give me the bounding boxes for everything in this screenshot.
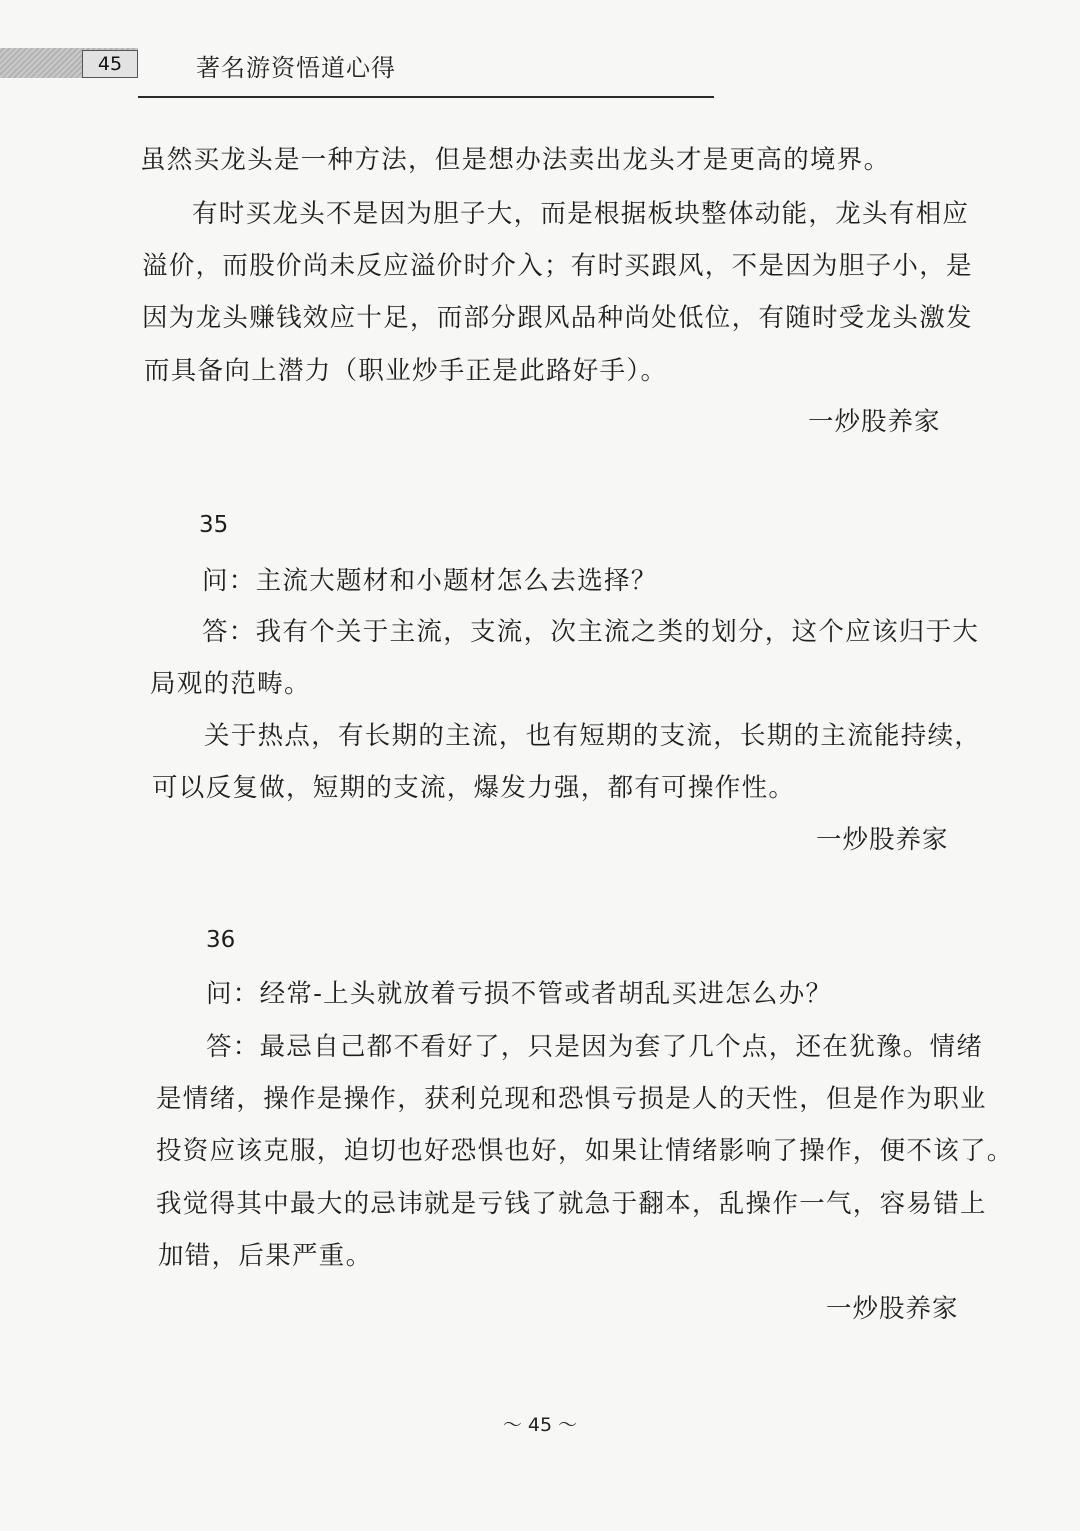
answer-text: 答：最忌自己都不看好了，只是因为套了几个点，还在犹豫。情绪	[206, 1032, 984, 1062]
text-line: 而具备向上潜力（职业炒手正是此路好手）。	[144, 356, 668, 386]
answer-text: 加错，后果严重。	[158, 1241, 373, 1271]
footer-page-number: ～ 45 ～	[502, 1414, 578, 1436]
answer-text: 关于热点，有长期的主流，也有短期的支流，长期的主流能持续，	[204, 721, 982, 751]
header-page-number: 45	[82, 50, 138, 78]
question-number: 36	[206, 927, 236, 953]
question-number: 35	[199, 512, 229, 538]
answer-text: 可以反复做，短期的支流，爆发力强，都有可操作性。	[152, 773, 796, 803]
header-divider	[138, 96, 714, 98]
answer-text: 我觉得其中最大的忌讳就是亏钱了就急于翻本，乱操作一气，容易错上	[156, 1189, 987, 1219]
answer-text: 答：我有个关于主流，支流，次主流之类的划分，这个应该归于大	[202, 617, 980, 647]
answer-text: 投资应该克服，迫切也好恐惧也好，如果让情绪影响了操作，便不该了。	[156, 1136, 1014, 1166]
question-text: 问：主流大题材和小题材怎么去选择？	[202, 566, 658, 596]
header-book-title: 著名游资悟道心得	[196, 54, 396, 82]
answer-text: 是情绪，操作是操作，获利兑现和恐惧亏损是人的天性，但是作为职业	[156, 1084, 987, 1114]
text-line: 溢价，而股价尚未反应溢价时介入；有时买跟风，不是因为胆子小，是	[142, 251, 973, 281]
answer-text: 局观的范畴。	[150, 669, 311, 699]
text-line: 因为龙头赚钱效应十足，而部分跟风品种尚处低位，有随时受龙头激发	[142, 303, 973, 333]
author-signature: 一炒股养家	[808, 407, 941, 437]
question-text: 问：经常-上头就放着亏损不管或者胡乱买进怎么办？	[206, 979, 833, 1009]
author-signature: 一炒股养家	[826, 1294, 959, 1324]
author-signature: 一炒股养家	[816, 825, 949, 855]
text-line: 有时买龙头不是因为胆子大，而是根据板块整体动能，龙头有相应	[192, 199, 970, 229]
text-line: 虽然买龙头是一种方法，但是想办法卖出龙头才是更高的境界。	[140, 145, 891, 175]
